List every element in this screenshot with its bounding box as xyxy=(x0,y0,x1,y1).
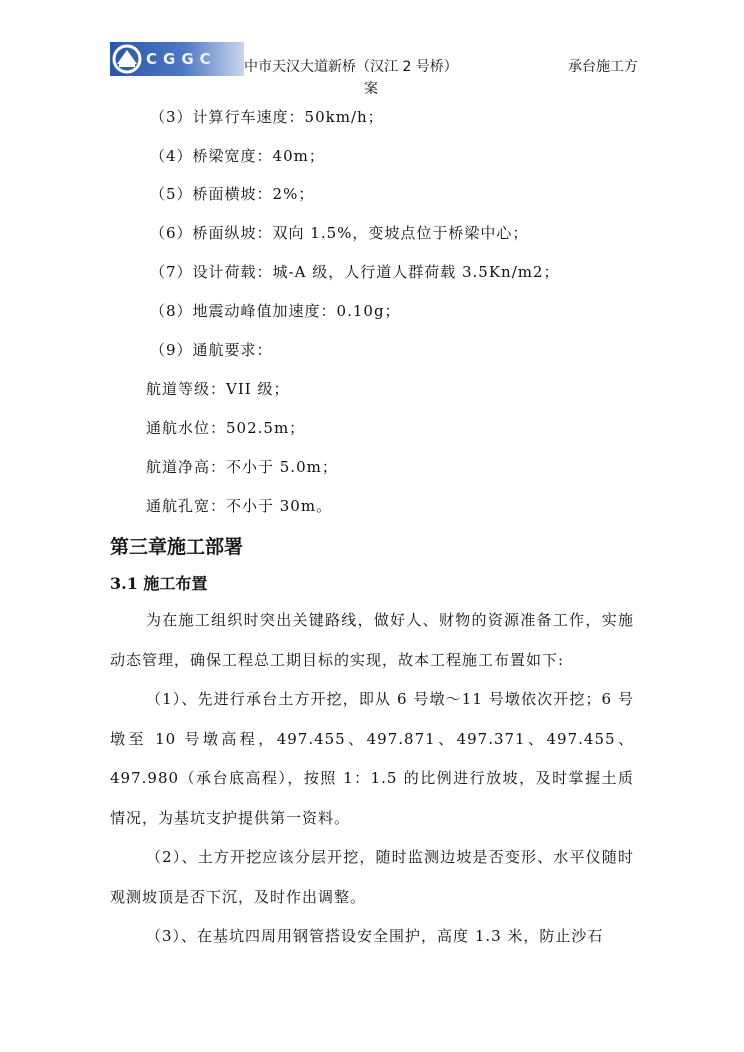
spec-item: （8）地震动峰值加速度：0.10g； xyxy=(150,302,401,320)
header-title: 中市天汉大道新桥（汉江 2 号桥） xyxy=(244,59,458,75)
company-logo xyxy=(110,42,244,76)
navigation-item: 通航孔宽：不小于 30m。 xyxy=(146,497,333,515)
spec-item: （7）设计荷载：城-A 级，人行道人群荷载 3.5Kn/m2； xyxy=(150,263,560,281)
spec-item: （4）桥梁宽度：40m； xyxy=(150,147,325,165)
spec-item: （3）计算行车速度：50km/h； xyxy=(150,108,384,126)
paragraph: 为在施工组织时突出关键路线，做好人、财物的资源准备工作，实施动态管理，确保工程总工期目标的实现，故本工程施工布置如下: xyxy=(110,611,634,669)
chapter-title: 第三章施工部署 xyxy=(110,536,244,558)
section-title: 3.1 施工布置 xyxy=(110,574,208,593)
header-doc-type-wrap: 案 xyxy=(364,81,378,97)
paragraph: （1）、先进行承台土方开挖，即从 6 号墩～11 号墩依次开挖；6 号墩至 10 号墩高程，497.455、497.871、497.371、497.455、497.980（承台底高程），按照 1：1.5 的比例进行放坡，及时掌握土质情况，为基坑支护提供第一资料。 xyxy=(110,690,634,827)
navigation-item: 航道净高：不小于 5.0m； xyxy=(146,458,338,476)
paragraph: （2）、土方开挖应该分层开挖，随时监测边坡是否变形、水平仪随时观测坡顶是否下沉，及时作出调整。 xyxy=(110,848,634,906)
paragraph: （3）、在基坑四周用钢管搭设安全围护，高度 1.3 米，防止沙石 xyxy=(146,927,604,945)
spec-item: （5）桥面横坡：2%； xyxy=(150,185,315,203)
logo-text: CGGC xyxy=(146,50,217,68)
header-doc-type: 承台施工方 xyxy=(568,59,638,75)
navigation-item: 通航水位：502.5m； xyxy=(146,419,306,437)
spec-item: （9）通航要求： xyxy=(150,341,273,359)
logo-emblem-icon xyxy=(110,42,144,76)
spec-item: （6）桥面纵坡：双向 1.5%，变坡点位于桥梁中心； xyxy=(150,224,529,242)
navigation-item: 航道等级：VII 级； xyxy=(146,380,290,398)
